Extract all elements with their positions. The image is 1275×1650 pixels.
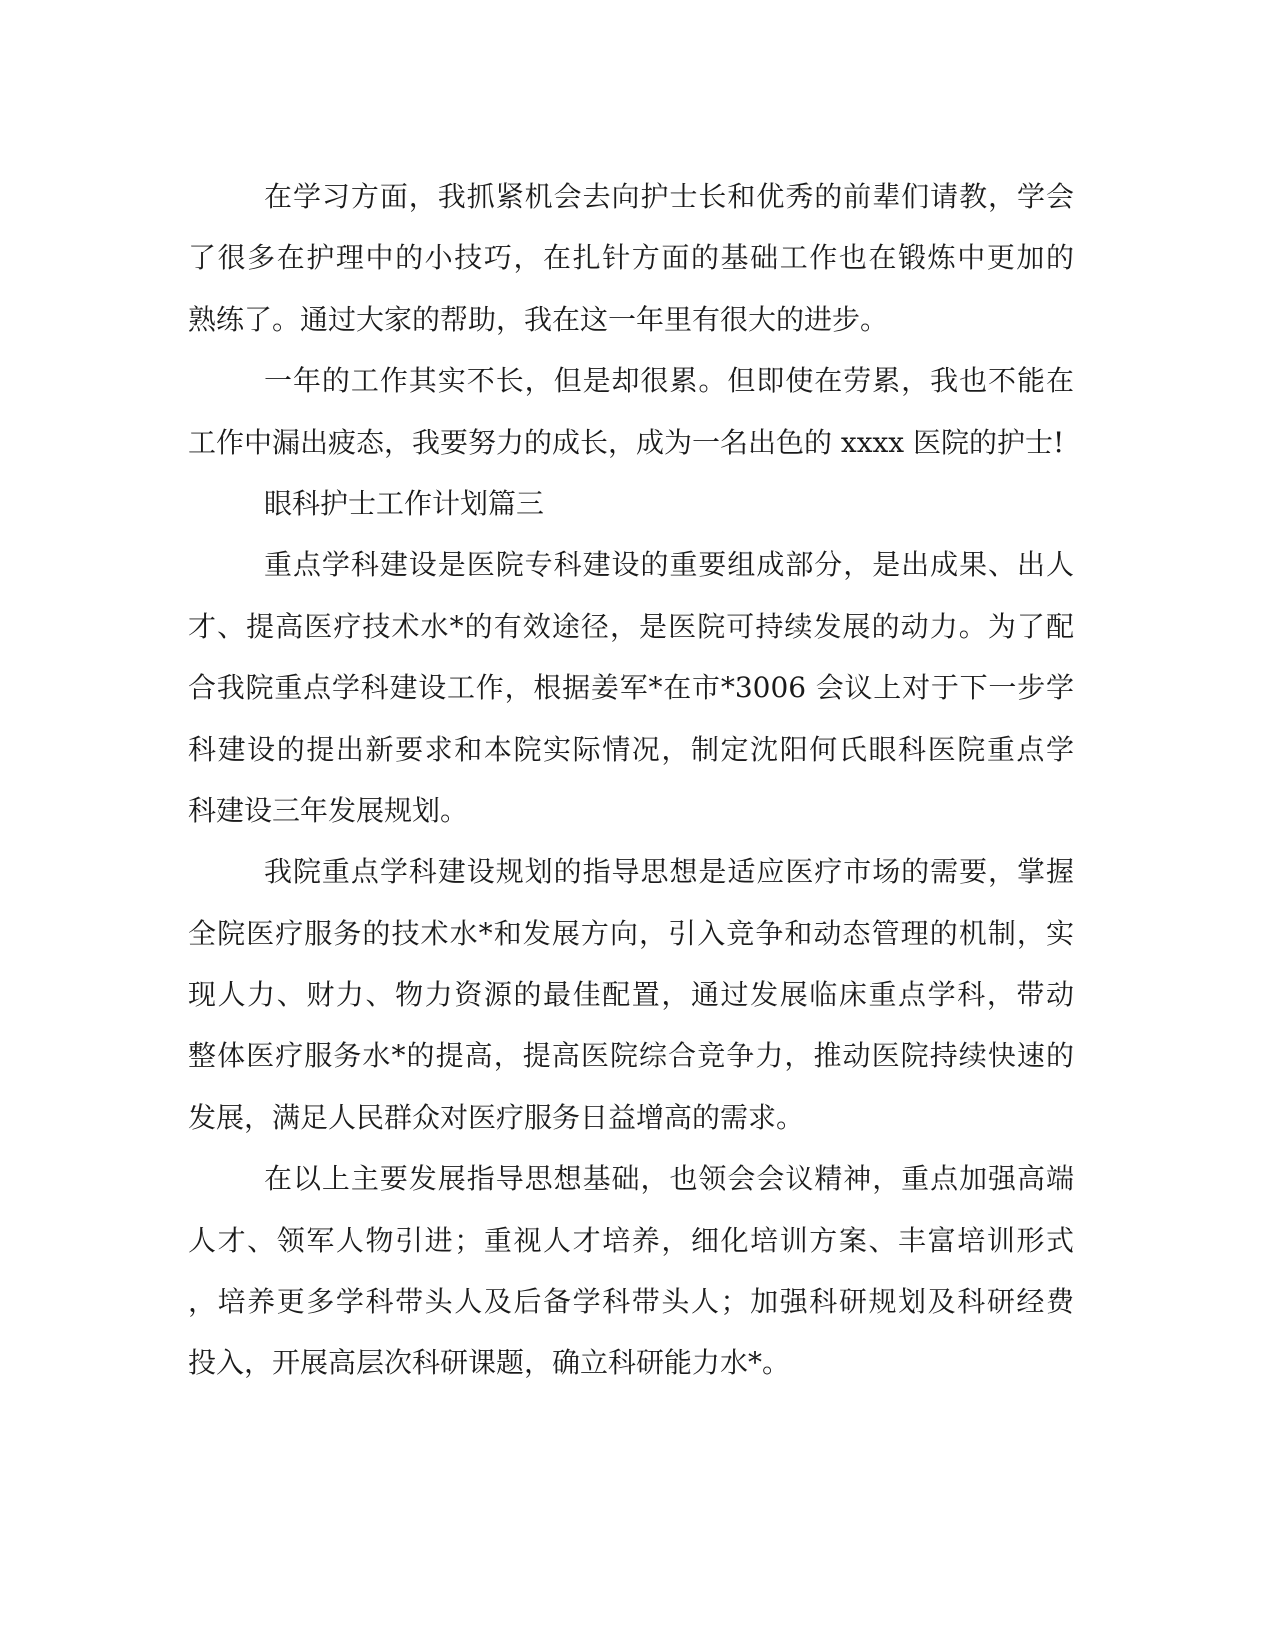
paragraph-line: 一年的工作其实不长，但是却很累。但即使在劳累，我也不能在 <box>264 364 1074 398</box>
paragraph-line: ，培养更多学科带头人及后备学科带头人；加强科研规划及科研经费 <box>188 1285 1074 1319</box>
paragraph-line: 发展，满足人民群众对医疗服务日益增高的需求。 <box>188 1100 805 1134</box>
paragraph-line: 才、提高医疗技术水*的有效途径，是医院可持续发展的动力。为了配 <box>188 609 1074 643</box>
section-title: 眼科护士工作计划篇三 <box>264 486 545 520</box>
paragraph-line: 全院医疗服务的技术水*和发展方向，引入竞争和动态管理的机制，实 <box>188 916 1074 950</box>
paragraph-line: 人才、领军人物引进；重视人才培养，细化培训方案、丰富培训形式 <box>188 1223 1074 1257</box>
paragraph-line: 现人力、财力、物力资源的最佳配置，通过发展临床重点学科，带动 <box>188 978 1074 1012</box>
paragraph-line: 科建设的提出新要求和本院实际情况，制定沈阳何氏眼科医院重点学 <box>188 732 1074 766</box>
paragraph-line: 在学习方面，我抓紧机会去向护士长和优秀的前辈们请教，学会 <box>264 180 1074 213</box>
document-body <box>188 166 1074 1394</box>
paragraph-line: 熟练了。通过大家的帮助，我在这一年里有很大的进步。 <box>188 302 889 336</box>
paragraph-line: 了很多在护理中的小技巧，在扎针方面的基础工作也在锻炼中更加的 <box>188 241 1074 275</box>
paragraph-study <box>188 166 1074 350</box>
paragraph-key-discipline <box>188 534 1074 841</box>
paragraph-line: 重点学科建设是医院专科建设的重要组成部分，是出成果、出人 <box>264 548 1074 582</box>
paragraph-talent <box>188 1148 1074 1394</box>
paragraph-guiding-idea <box>188 841 1074 1148</box>
paragraph-one-year <box>188 350 1074 473</box>
paragraph-line: 投入，开展高层次科研课题，确立科研能力水*。 <box>188 1346 791 1380</box>
paragraph-line: 工作中漏出疲态，我要努力的成长，成为一名出色的 xxxx 医院的护士! <box>188 425 1065 459</box>
paragraph-line: 我院重点学科建设规划的指导思想是适应医疗市场的需要，掌握 <box>264 855 1074 889</box>
section-heading <box>188 473 1074 534</box>
paragraph-line: 科建设三年发展规划。 <box>188 793 469 827</box>
paragraph-line: 合我院重点学科建设工作，根据姜军*在市*3006 会议上对于下一步学 <box>188 671 1074 705</box>
paragraph-line: 在以上主要发展指导思想基础，也领会会议精神，重点加强高端 <box>264 1162 1074 1196</box>
paragraph-line: 整体医疗服务水*的提高，提高医院综合竞争力，推动医院持续快速的 <box>188 1039 1074 1073</box>
